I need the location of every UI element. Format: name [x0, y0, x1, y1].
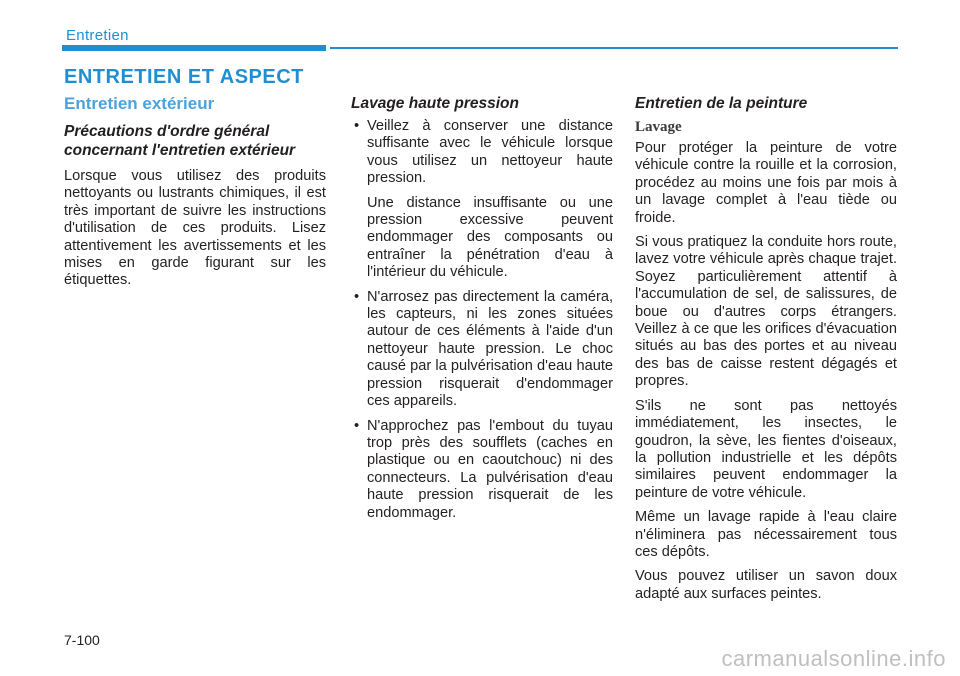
- chapter-header-label: Entretien: [66, 27, 129, 44]
- subheading-high-pressure-wash: Lavage haute pression: [351, 95, 519, 112]
- bullet-item-distance: [351, 118, 613, 282]
- bullet-paragraph: N'arrosez pas directement la caméra, les capteurs, ni les zones situées autour de ces éléments à l'aide d'un nettoyeur haute pression. Le choc causé par la pulvérisation d'eau haute pression risquerait d'endommager ces appareils.: [367, 288, 613, 410]
- bullet-list: [351, 118, 613, 522]
- header-rule-thick: [62, 45, 326, 51]
- bullet-dot-icon: •: [354, 417, 360, 434]
- paragraph-off-road: Si vous pratiquez la conduite hors route, lavez votre véhicule après chaque trajet. Soyez particulièrement attentif à l'accumulation de sel, de salissures, de boue ou d'autres corps étrangers. Veillez à ce que les orifices d'évacuation situés au bas des portes et au niveau des bas de caisse restent dégagés et propres.: [635, 234, 897, 390]
- section-title: ENTRETIEN ET ASPECT: [64, 66, 304, 88]
- bullet-item-camera-sensors: [351, 289, 613, 411]
- column-exterior-care: [64, 92, 326, 297]
- bullet-paragraph: Une distance insuffisante ou une pression excessive peuvent endommager des composants ou entraîner la pénétration d'eau à l'intérieur du véhicule.: [367, 194, 613, 281]
- heading-exterior-care: Entretien extérieur: [64, 94, 215, 113]
- paragraph-chemical-products: Lorsque vous utilisez des produits nettoyants ou lustrants chimiques, il est très important de suivre les instructions d'utilisation de ces produits. Lisez attentivement les avertissements et les mises en garde figurant sur les étiquettes.: [64, 168, 326, 289]
- bullet-paragraph: Veillez à conserver une distance suffisante avec le véhicule lorsque vous utilisez un nettoyeur haute pression.: [367, 118, 613, 187]
- column-high-pressure-wash: [351, 92, 613, 529]
- bullet-dot-icon: •: [354, 118, 360, 134]
- heading-washing: Lavage: [635, 119, 682, 135]
- page-number: 7-100: [64, 632, 100, 648]
- bullet-paragraph: N'approchez pas l'embout du tuyau trop près des soufflets (caches en plastique ou en caoutchouc) ni des connecteurs. La pulvérisation d'eau haute pression risquerait de les endommager.: [367, 417, 613, 521]
- bullet-dot-icon: •: [354, 288, 360, 305]
- subheading-general-precautions: [64, 122, 326, 160]
- column-paint-care: [635, 92, 897, 610]
- paragraph-insects-tar: S'ils ne sont pas nettoyés immédiatement, les insectes, le goudron, la sève, les fientes d'oiseaux, la pollution industrielle et les dépôts similaires peuvent endommager la peinture de votre véhicule.: [635, 397, 897, 501]
- subheading-line-1: Précautions d'ordre général: [64, 123, 270, 140]
- paragraph-monthly-wash: Pour protéger la peinture de votre véhicule contre la rouille et la corrosion, procédez au moins une fois par mois à un lavage complet à l'eau tiède ou froide.: [635, 140, 897, 226]
- paragraph-mild-soap: Vous pouvez utiliser un savon doux adapté aux surfaces peintes.: [635, 568, 897, 602]
- bullet-item-nozzle: [351, 418, 613, 522]
- header-rule-thin: [330, 47, 898, 49]
- subheading-line-2: concernant l'entretien extérieur: [64, 142, 296, 159]
- subheading-paint-care: Entretien de la peinture: [635, 95, 808, 112]
- site-watermark: carmanualsonline.info: [721, 646, 946, 671]
- paragraph-quick-rinse: Même un lavage rapide à l'eau claire n'éliminera pas nécessairement tous ces dépôts.: [635, 509, 897, 560]
